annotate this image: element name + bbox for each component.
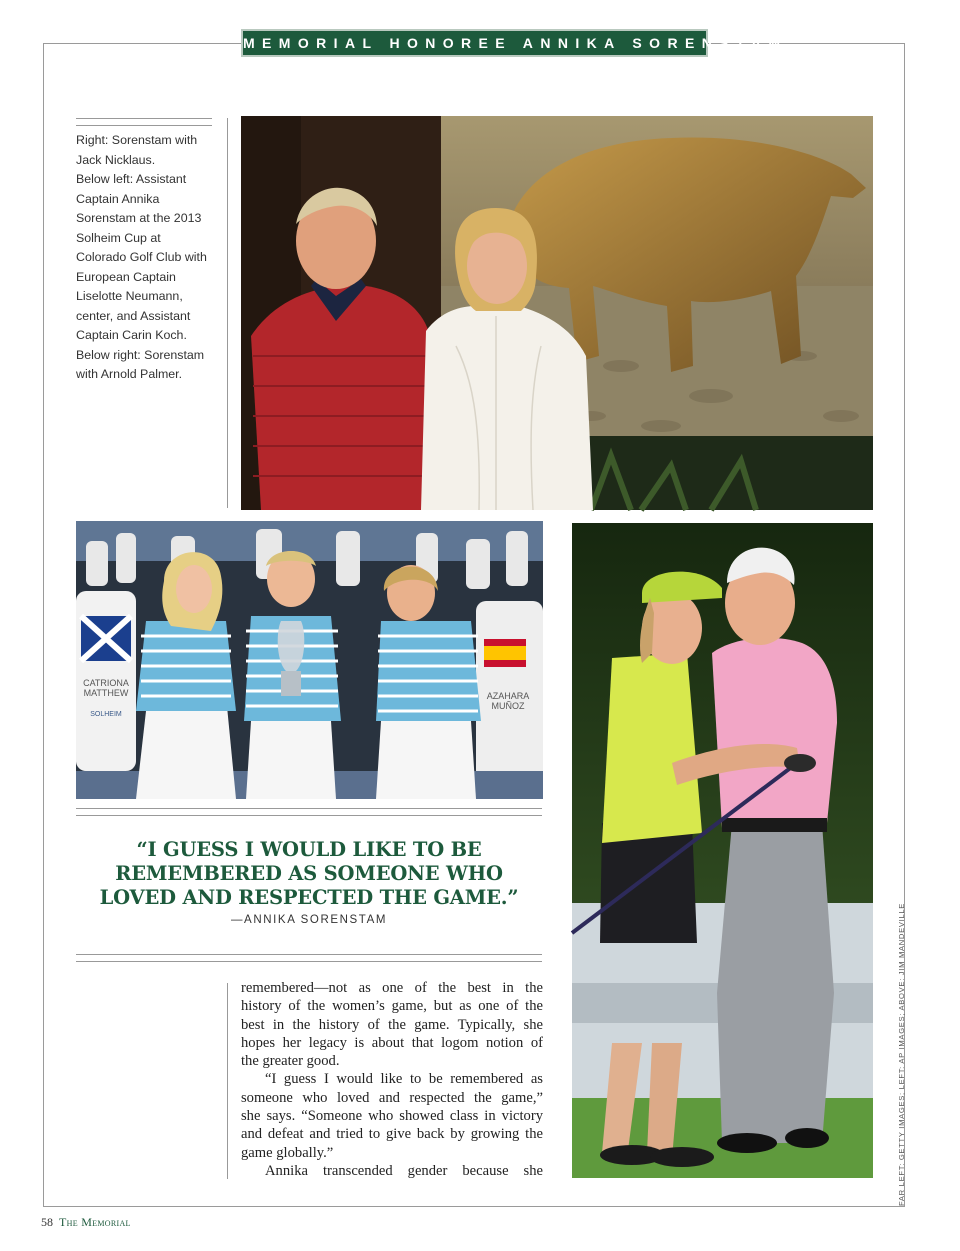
caption-line: Below right: Sorenstam <box>76 347 205 362</box>
photo-solheim-cup <box>76 521 543 799</box>
body-line: hopes her legacy is about that logom notion of <box>241 1034 543 1051</box>
caption-line: Colorado Golf Club with <box>76 250 207 264</box>
section-banner: MEMORIAL HONOREE ANNIKA SORENSTAM <box>241 29 708 57</box>
caption-line: European Captain <box>76 269 176 284</box>
pull-quote-attribution: —ANNIKA SORENSTAM <box>230 914 388 926</box>
pull-quote <box>76 808 542 963</box>
caption-line: Liselotte Neumann, <box>76 289 183 303</box>
body-line: game globally.” <box>241 1144 334 1161</box>
body-line: “I guess I would like to be remembered as <box>265 1071 543 1088</box>
caption-line: center, and Assistant <box>76 308 191 323</box>
bag-name-line: CATRIONA <box>83 678 129 688</box>
caption-rule <box>76 118 212 126</box>
caption-line: Captain Annika <box>76 191 160 206</box>
caption-line: Solheim Cup at <box>76 230 161 245</box>
bag-name-line: AZAHARA <box>486 691 530 701</box>
caption-line: Below left: Assistant <box>76 172 187 186</box>
body-line: best in the history of the game. Typically, she <box>241 1016 543 1033</box>
body-line: someone who loved and respected the game,” <box>241 1089 543 1106</box>
pull-quote-text: “I GUESS I WOULD LIKE TO BE REMEMBERED AS SOMEONE WHO LOVED AND RESPECTED THE GAME.” <box>99 838 519 909</box>
caption-line: Jack Nicklaus. <box>76 152 156 167</box>
photo-palmer <box>572 523 873 1178</box>
body-line: she says. “Someone who showed class in victory <box>241 1108 543 1125</box>
caption-line: with Arnold Palmer. <box>76 367 183 381</box>
body-divider <box>227 983 228 1179</box>
bag-name-line: MUÑOZ <box>491 701 525 711</box>
quote-rule-bottom <box>76 954 542 962</box>
body-line: Annika transcended gender because she <box>265 1162 543 1179</box>
body-line: history of the women’s game, but as one of the <box>241 998 543 1015</box>
quote-rule-top <box>76 808 542 816</box>
caption-line: Captain Carin Koch. <box>76 328 187 342</box>
photo-nicklaus <box>241 116 873 510</box>
body-line: remembered—not as one of the best in the <box>241 980 543 996</box>
publication-name: The Memorial <box>59 1215 131 1229</box>
body-line: and defeat and tried to give back by growing the <box>241 1126 543 1143</box>
caption-line: Sorenstam at the 2013 <box>76 211 202 225</box>
page-number: 58 <box>41 1215 53 1229</box>
article-body <box>241 979 543 1180</box>
bag-name-line: MATTHEW <box>83 688 129 698</box>
photo-caption <box>76 131 218 385</box>
caption-divider <box>227 118 228 508</box>
page-footer <box>41 1215 131 1230</box>
body-line: the greater good. <box>241 1053 340 1070</box>
caption-line: Right: Sorenstam with <box>76 133 198 147</box>
photo-credit: FAR LEFT: GETTY IMAGES; LEFT: AP IMAGES; ABOVE: JIM MANDEVILLE <box>897 902 906 1206</box>
bag-logo: SOLHEIM <box>90 711 122 718</box>
